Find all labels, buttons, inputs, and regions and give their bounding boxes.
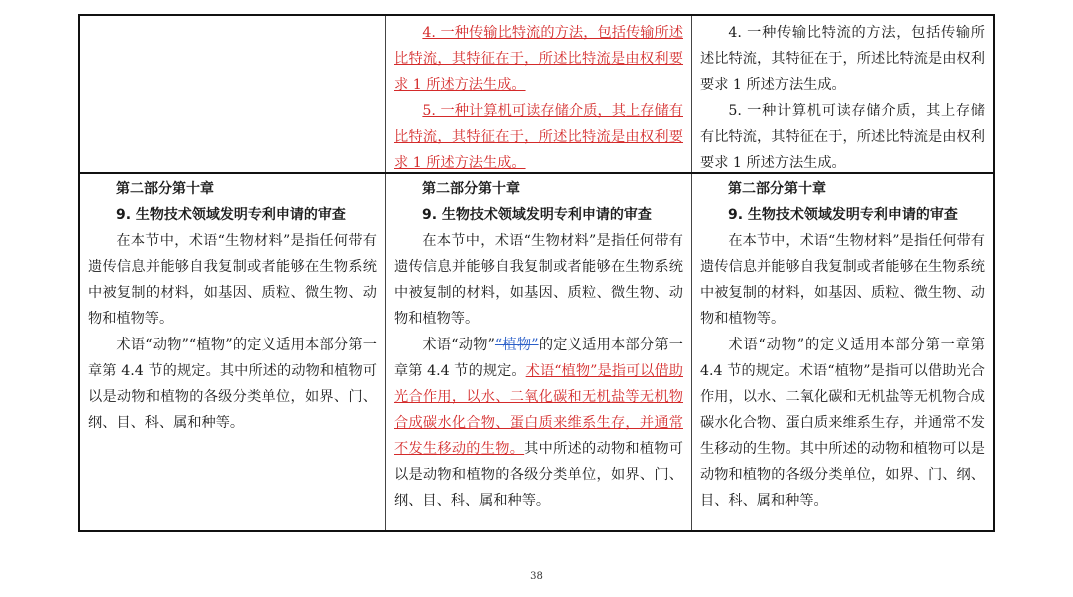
- paragraph-biomaterial: 在本节中，术语“生物材料”是指任何带有遗传信息并能够自我复制或者能够在生物系统中被复制的材料，如基因、质粒、微生物、动物和植物等。: [88, 233, 377, 327]
- claim-5-clean: 5. 一种计算机可读存储介质，其上存储有比特流，其特征在于，所述比特流是由权利要求 1 所述方法生成。: [700, 103, 985, 171]
- paragraph-biomaterial: 在本节中，术语“生物材料”是指任何带有遗传信息并能够自我复制或者能够在生物系统中被复制的材料，如基因、质粒、微生物、动物和植物等。: [700, 233, 985, 327]
- row1-col1-cell: [80, 16, 386, 172]
- part-heading: 第二部分第十章: [422, 181, 520, 197]
- paragraph-animal-plant-revised: [394, 332, 683, 514]
- table-row: [80, 16, 993, 174]
- row2-col1-cell: [80, 174, 386, 530]
- paragraph-animal-plant: 术语“动物”的定义适用本部分第一章第 4.4 节的规定。术语“植物”是指可以借助光合作用，以水、二氧化碳和无机盐等无机物合成碳水化合物、蛋白质来维系生存，并通常不发生移动的生物。其中所述的动物和植物可以是动物和植物的各级分类单位，如界、门、纲、目、科、属和种等。: [700, 337, 985, 509]
- claim-4-clean: 4. 一种传输比特流的方法，包括传输所述比特流，其特征在于，所述比特流是由权利要求 1 所述方法生成。: [700, 25, 985, 93]
- paragraph-biomaterial: 在本节中，术语“生物材料”是指任何带有遗传信息并能够自我复制或者能够在生物系统中被复制的材料，如基因、质粒、微生物、动物和植物等。: [394, 233, 683, 327]
- row2-col2-cell: [386, 174, 692, 530]
- row1-col2-cell: [386, 16, 692, 172]
- table-row: [80, 174, 993, 530]
- row2-col3-cell: [692, 174, 993, 530]
- text-segment: 的定义适用本部分第一章第 4.4 节的规定。: [394, 337, 683, 379]
- paragraph-animal-plant: 术语“动物”“植物”的定义适用本部分第一章第 4.4 节的规定。其中所述的动物和植物可以是动物和植物的各级分类单位，如界、门、纲、目、科、属和种等。: [88, 337, 377, 431]
- page-number: 38: [530, 571, 543, 582]
- section-heading: 9. 生物技术领域发明专利申请的审查: [422, 207, 652, 223]
- inserted-text: 术语“植物”是指可以借助光合作用，以水、二氧化碳和无机盐等无机物合成碳水化合物、蛋白质来维系生存，并通常不发生移动的生物。: [394, 363, 683, 457]
- row1-col3-cell: [692, 16, 993, 172]
- comparison-table: [78, 14, 995, 532]
- section-heading: 9. 生物技术领域发明专利申请的审查: [116, 207, 346, 223]
- part-heading: 第二部分第十章: [728, 181, 826, 197]
- claim-4-revised: 4. 一种传输比特流的方法，包括传输所述比特流，其特征在于，所述比特流是由权利要求 1 所述方法生成。: [394, 25, 683, 93]
- claim-5-revised: 5. 一种计算机可读存储介质，其上存储有比特流，其特征在于，所述比特流是由权利要求 1 所述方法生成。: [394, 103, 683, 171]
- deleted-text: “植物”: [494, 337, 539, 353]
- section-heading: 9. 生物技术领域发明专利申请的审查: [728, 207, 958, 223]
- text-segment: 其中所述的动物和植物可以是动物和植物的各级分类单位，如界、门、纲、目、科、属和种等。: [394, 441, 683, 509]
- part-heading: 第二部分第十章: [116, 181, 214, 197]
- text-segment: 术语“动物”: [422, 337, 495, 353]
